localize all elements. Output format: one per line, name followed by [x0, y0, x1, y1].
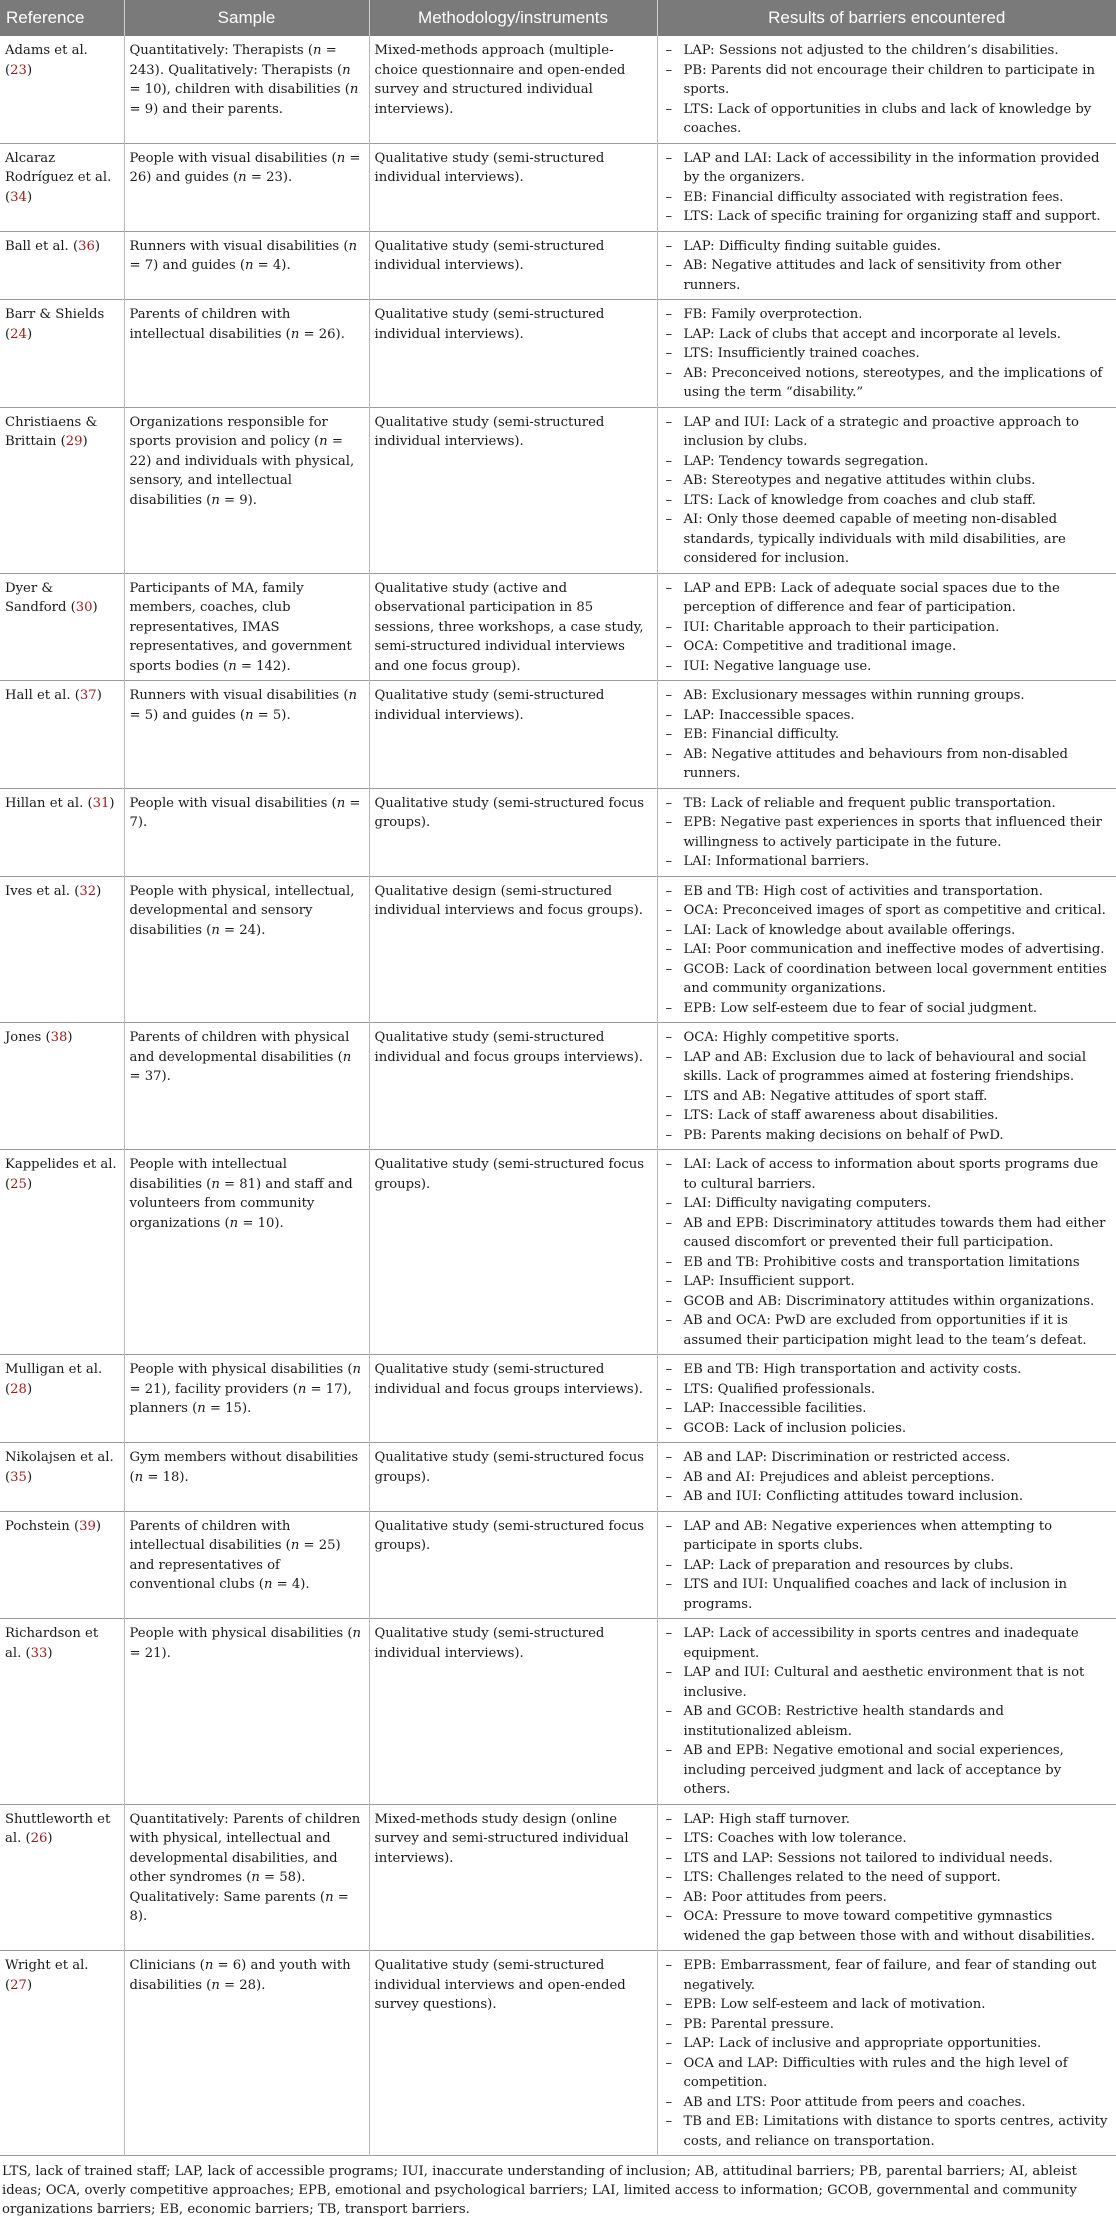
citation-link[interactable]: 37 — [79, 688, 97, 703]
result-item: – LTS: Lack of staff awareness about disabilities. — [663, 1106, 1112, 1126]
result-item: – LAP and EPB: Lack of adequate social spaces due to the perception of difference and fear of participation. — [663, 579, 1112, 618]
paren: ( — [69, 1518, 80, 1534]
table-row — [0, 1150, 1116, 1355]
paren: ) — [82, 434, 88, 449]
results-list — [663, 1517, 1112, 1615]
sample-cell: Runners with visual disabilities (n = 5) and guides (n = 5). — [124, 681, 369, 789]
methodology-cell: Qualitative study (semi-structured individual interviews). — [369, 407, 657, 573]
methodology-cell: Mixed-methods approach (multiple-choice questionnaire and open-ended survey and structured individual interviews). — [369, 36, 657, 143]
results-cell — [657, 300, 1116, 408]
citation-link[interactable]: 32 — [79, 883, 97, 899]
result-item: – LAI: Lack of access to information about sports programs due to cultural barriers. — [663, 1155, 1112, 1194]
results-cell — [657, 1355, 1116, 1443]
results-list — [663, 237, 1112, 296]
sample-cell: People with visual disabilities (n = 7). — [124, 788, 369, 876]
paren: ) — [26, 62, 33, 78]
result-item: – LAP: Lack of accessibility in sports centres and inadequate equipment. — [663, 1624, 1112, 1663]
result-item: – PB: Parental pressure. — [663, 2015, 1112, 2035]
result-item: – LAI: Difficulty navigating computers. — [663, 1194, 1112, 1214]
results-list — [663, 1155, 1112, 1350]
table-row — [0, 1619, 1116, 1805]
reference-cell — [0, 788, 124, 876]
result-item: – EB and TB: Prohibitive costs and transportation limitations — [663, 1253, 1112, 1273]
reference-cell — [0, 1951, 124, 2156]
paren: ( — [68, 238, 79, 254]
result-item: – LAP: Inaccessible spaces. — [663, 706, 1112, 726]
results-cell — [657, 1951, 1116, 2156]
result-item: – LAP and AB: Negative experiences when attempting to participate in sports clubs. — [663, 1517, 1112, 1556]
result-item: – EB and TB: High cost of activities and transportation. — [663, 882, 1112, 902]
reference-cell — [0, 1150, 124, 1355]
paren: ) — [26, 1176, 33, 1192]
sample-cell: Clinicians (n = 6) and youth with disabilities (n = 28). — [124, 1951, 369, 2156]
result-item: – LAP and AB: Exclusion due to lack of behavioural and social skills. Lack of programmes aimed at fostering friendships. — [663, 1048, 1112, 1087]
results-list — [663, 579, 1112, 677]
reference-name: Wright et al. — [5, 1958, 89, 1973]
reference-name: Ives et al. — [5, 883, 70, 899]
result-item: – OCA: Pressure to move toward competitive gymnastics widened the gap between those with and without disabilities. — [663, 1907, 1112, 1946]
results-cell — [657, 1150, 1116, 1355]
result-item: – IUI: Negative language use. — [663, 657, 1112, 677]
results-cell — [657, 1511, 1116, 1619]
citation-link[interactable]: 30 — [75, 600, 93, 615]
result-item: – EPB: Low self-esteem and lack of motivation. — [663, 1995, 1112, 2015]
results-list — [663, 413, 1112, 569]
citation-link[interactable]: 25 — [10, 1176, 27, 1192]
results-cell — [657, 1804, 1116, 1951]
methodology-cell: Mixed-methods study design (online survey and semi-structured individual interviews). — [369, 1804, 657, 1951]
result-item: – AB: Poor attitudes from peers. — [663, 1888, 1112, 1908]
citation-link[interactable]: 38 — [50, 1030, 68, 1045]
result-item: – LAP: Lack of clubs that accept and incorporate al levels. — [663, 325, 1112, 345]
result-item: – LTS: Lack of knowledge from coaches and club staff. — [663, 491, 1112, 511]
reference-cell — [0, 1443, 124, 1512]
result-item: – LAP and LAI: Lack of accessibility in the information provided by the organizers. — [663, 149, 1112, 188]
paren: ( — [5, 326, 11, 342]
reference-name: Dyer & Sandford — [5, 580, 67, 615]
result-item: – PB: Parents making decisions on behalf of PwD. — [663, 1126, 1112, 1146]
table-row — [0, 681, 1116, 789]
result-item: – EB and TB: High transportation and activity costs. — [663, 1360, 1112, 1380]
paren: ( — [21, 1831, 31, 1846]
methodology-cell: Qualitative design (semi-structured individual interviews and focus groups). — [369, 876, 657, 1023]
result-item: – TB and EB: Limitations with distance to sports centres, activity costs, and reliance on transportation. — [663, 2112, 1112, 2151]
paren: ( — [5, 1469, 11, 1485]
paren: ) — [26, 326, 33, 342]
methodology-cell: Qualitative study (semi-structured focus groups). — [369, 1511, 657, 1619]
result-item: – GCOB and AB: Discriminatory attitudes within organizations. — [663, 1292, 1112, 1312]
paren: ) — [92, 600, 98, 615]
reference-name: Adams et al. — [5, 43, 88, 58]
reference-name: Nikolajsen et al. — [5, 1450, 114, 1465]
result-item: – AB and AI: Prejudices and ableist perceptions. — [663, 1468, 1112, 1488]
reference-cell — [0, 1619, 124, 1805]
sample-cell: Parents of children with intellectual disabilities (n = 25) and representatives of conventional clubs (n = 4). — [124, 1511, 369, 1619]
result-item: – AB: Stereotypes and negative attitudes within clubs. — [663, 471, 1112, 491]
table-row — [0, 876, 1116, 1023]
paren: ) — [26, 1381, 33, 1397]
results-cell — [657, 573, 1116, 681]
table-header-row — [0, 0, 1116, 36]
citation-link[interactable]: 23 — [10, 62, 27, 78]
table-row — [0, 143, 1116, 231]
table-body — [0, 36, 1116, 2156]
result-item: – AB: Negative attitudes and lack of sensitivity from other runners. — [663, 256, 1112, 295]
results-cell — [657, 1443, 1116, 1512]
reference-cell — [0, 231, 124, 300]
result-item: – LAP: Sessions not adjusted to the children’s disabilities. — [663, 41, 1112, 61]
result-item: – LTS and LAP: Sessions not tailored to individual needs. — [663, 1849, 1112, 1869]
table-row — [0, 1023, 1116, 1150]
citation-link[interactable]: 39 — [79, 1518, 96, 1534]
table-row — [0, 1355, 1116, 1443]
citation-link[interactable]: 34 — [10, 189, 27, 205]
results-cell — [657, 788, 1116, 876]
paren: ) — [96, 688, 102, 703]
paren: ) — [94, 238, 101, 254]
result-item: – AB and LAP: Discrimination or restricted access. — [663, 1448, 1112, 1468]
citation-link[interactable]: 35 — [10, 1469, 27, 1485]
result-item: – LAP and IUI: Lack of a strategic and proactive approach to inclusion by clubs. — [663, 413, 1112, 452]
results-cell — [657, 143, 1116, 231]
reference-name: Kappelides et al. — [5, 1157, 117, 1172]
result-item: – FB: Family overprotection. — [663, 305, 1112, 325]
result-item: – AB: Negative attitudes and behaviours from non-disabled runners. — [663, 745, 1112, 784]
results-list — [663, 882, 1112, 1019]
result-item: – LTS: Insufficiently trained coaches. — [663, 344, 1112, 364]
result-item: – LTS and IUI: Unqualified coaches and lack of inclusion in programs. — [663, 1575, 1112, 1614]
result-item: – LAI: Informational barriers. — [663, 852, 1112, 872]
result-item: – LTS: Challenges related to the need of support. — [663, 1868, 1112, 1888]
paren: ( — [83, 795, 93, 811]
paren: ) — [96, 883, 102, 899]
paren: ( — [5, 1977, 11, 1993]
methodology-cell: Qualitative study (active and observational participation in 85 sessions, three workshops, a case study, semi-structured individual interviews and one focus group). — [369, 573, 657, 681]
sample-cell: People with visual disabilities (n = 26) and guides (n = 23). — [124, 143, 369, 231]
result-item: – LAP: Lack of inclusive and appropriate opportunities. — [663, 2034, 1112, 2054]
table-footnote: LTS, lack of trained staff; LAP, lack of accessible programs; IUI, inaccurate understanding of inclusion; AB, attitudinal barriers; PB, parental barriers; AI, ableist ideas; OCA, overly competitive approaches; EPB, emotional and psychological barriers; LAI, limited access to information; GCOB, governmental and community organizations barriers; EB, economic barriers; TB, transport barriers. — [2, 2164, 1077, 2217]
paren: ) — [109, 795, 115, 811]
result-item: – LAP: Insufficient support. — [663, 1272, 1112, 1292]
methodology-cell: Qualitative study (semi-structured individual and focus groups interviews). — [369, 1355, 657, 1443]
result-item: – EPB: Negative past experiences in sports that influenced their willingness to actively participate in the future. — [663, 813, 1112, 852]
paren: ( — [5, 62, 11, 78]
citation-link[interactable]: 31 — [92, 795, 110, 811]
result-item: – GCOB: Lack of inclusion policies. — [663, 1419, 1112, 1439]
paren: ( — [21, 1645, 31, 1661]
table-row — [0, 788, 1116, 876]
results-list — [663, 305, 1112, 403]
reference-name: Ball et al. — [5, 238, 69, 254]
reference-cell — [0, 1355, 124, 1443]
reference-name: Hillan et al. — [5, 795, 84, 811]
result-item: – LAI: Lack of knowledge about available offerings. — [663, 921, 1112, 941]
reference-name: Christiaens & Brittain — [5, 414, 98, 449]
paren: ( — [70, 883, 80, 899]
sample-cell: People with physical, intellectual, developmental and sensory disabilities (n = 24). — [124, 876, 369, 1023]
result-item: – AB and EPB: Negative emotional and social experiences, including perceived judgment and lack of acceptance by others. — [663, 1741, 1112, 1800]
reference-cell — [0, 36, 124, 143]
result-item: – LAP: High staff turnover. — [663, 1810, 1112, 1830]
methodology-cell: Qualitative study (semi-structured individual interviews). — [369, 231, 657, 300]
result-item: – AB and IUI: Conflicting attitudes toward inclusion. — [663, 1487, 1112, 1507]
paren: ) — [47, 1831, 53, 1846]
methodology-cell: Qualitative study (semi-structured individual interviews). — [369, 681, 657, 789]
citation-link[interactable]: 29 — [65, 434, 83, 449]
table-row — [0, 1804, 1116, 1951]
result-item: – OCA: Preconceived images of sport as competitive and critical. — [663, 901, 1112, 921]
results-cell — [657, 407, 1116, 573]
paren: ) — [26, 1469, 33, 1485]
table-row — [0, 1511, 1116, 1619]
results-cell — [657, 681, 1116, 789]
header-sample: Sample — [124, 0, 369, 36]
reference-cell — [0, 1511, 124, 1619]
paren: ( — [5, 1176, 11, 1192]
sample-cell: Organizations responsible for sports provision and policy (n = 22) and individuals with physical, sensory, and intellectual disabilities (n = 9). — [124, 407, 369, 573]
result-item: – LAP and IUI: Cultural and aesthetic environment that is not inclusive. — [663, 1663, 1112, 1702]
paren: ) — [26, 1977, 33, 1993]
sample-cell: Gym members without disabilities (n = 18). — [124, 1443, 369, 1512]
paren: ( — [66, 600, 76, 615]
results-cell — [657, 876, 1116, 1023]
results-cell — [657, 36, 1116, 143]
methodology-cell: Qualitative study (semi-structured individual interviews). — [369, 143, 657, 231]
sample-cell: Parents of children with intellectual disabilities (n = 26). — [124, 300, 369, 408]
results-list — [663, 1028, 1112, 1145]
sample-cell: People with intellectual disabilities (n = 81) and staff and volunteers from community organizations (n = 10). — [124, 1150, 369, 1355]
results-list — [663, 1810, 1112, 1947]
result-item: – AB and LTS: Poor attitude from peers and coaches. — [663, 2093, 1112, 2113]
sample-cell: Parents of children with physical and developmental disabilities (n = 37). — [124, 1023, 369, 1150]
result-item: – LAP: Inaccessible facilities. — [663, 1399, 1112, 1419]
results-list — [663, 1360, 1112, 1438]
citation-link[interactable]: 28 — [10, 1381, 27, 1397]
reference-cell — [0, 1023, 124, 1150]
result-item: – AB and EPB: Discriminatory attitudes towards them had either caused discomfort or prevented their full participation. — [663, 1214, 1112, 1253]
result-item: – LTS: Lack of specific training for organizing staff and support. — [663, 207, 1112, 227]
result-item: – OCA and LAP: Difficulties with rules and the high level of competition. — [663, 2054, 1112, 2093]
paren: ) — [47, 1645, 53, 1661]
table-row — [0, 1443, 1116, 1512]
result-item: – AB: Preconceived notions, stereotypes, and the implications of using the term “disability.” — [663, 364, 1112, 403]
results-cell — [657, 1023, 1116, 1150]
reference-cell — [0, 407, 124, 573]
header-reference: Reference — [0, 0, 124, 36]
results-list — [663, 794, 1112, 872]
reference-name: Hall et al. — [5, 688, 71, 703]
table-row — [0, 573, 1116, 681]
paren: ( — [41, 1030, 51, 1045]
result-item: – LTS and AB: Negative attitudes of sport staff. — [663, 1087, 1112, 1107]
reference-cell — [0, 143, 124, 231]
sample-cell: Participants of MA, family members, coaches, club representatives, IMAS representatives, and government sports bodies (n = 142). — [124, 573, 369, 681]
table-row — [0, 1951, 1116, 2156]
result-item: – AB and OCA: PwD are excluded from opportunities if it is assumed their participation might lead to the team’s defeat. — [663, 1311, 1112, 1350]
results-list — [663, 41, 1112, 139]
reference-name: Richardson et al. — [5, 1626, 99, 1661]
result-item: – EB: Financial difficulty associated with registration fees. — [663, 188, 1112, 208]
result-item: – EPB: Low self-esteem due to fear of social judgment. — [663, 999, 1112, 1019]
result-item: – LTS: Coaches with low tolerance. — [663, 1829, 1112, 1849]
result-item: – EPB: Embarrassment, fear of failure, and fear of standing out negatively. — [663, 1956, 1112, 1995]
table-row — [0, 407, 1116, 573]
results-cell — [657, 1619, 1116, 1805]
header-results: Results of barriers encountered — [657, 0, 1116, 36]
reference-name: Alcaraz Rodríguez et al. — [5, 150, 112, 185]
sample-cell: Quantitatively: Parents of children with physical, intellectual and developmental disabilities, and other syndromes (n = 58). Qualitatively: Same parents (n = 8). — [124, 1804, 369, 1951]
reference-name: Pochstein — [5, 1518, 70, 1534]
results-list — [663, 149, 1112, 227]
results-list — [663, 1448, 1112, 1507]
reference-name: Shuttleworth et al. — [5, 1811, 111, 1846]
result-item: – LTS: Lack of opportunities in clubs and lack of knowledge by coaches. — [663, 100, 1112, 139]
result-item: – AB and GCOB: Restrictive health standards and institutionalized ableism. — [663, 1702, 1112, 1741]
methodology-cell: Qualitative study (semi-structured individual and focus groups interviews). — [369, 1023, 657, 1150]
results-list — [663, 1956, 1112, 2151]
citation-link[interactable]: 27 — [10, 1977, 27, 1993]
result-item: – LAP: Tendency towards segregation. — [663, 452, 1112, 472]
results-list — [663, 686, 1112, 784]
result-item: – IUI: Charitable approach to their participation. — [663, 618, 1112, 638]
reference-cell — [0, 300, 124, 408]
sample-cell: Quantitatively: Therapists (n = 243). Qualitatively: Therapists (n = 10), children with disabilities (n = 9) and their parents. — [124, 36, 369, 143]
table-row — [0, 300, 1116, 408]
paren: ( — [70, 688, 80, 703]
methodology-cell: Qualitative study (semi-structured individual interviews). — [369, 300, 657, 408]
paren: ( — [5, 1381, 11, 1397]
reference-cell — [0, 876, 124, 1023]
result-item: – GCOB: Lack of coordination between local government entities and community organizations. — [663, 960, 1112, 999]
reference-name: Mulligan et al. — [5, 1362, 103, 1377]
result-item: – LTS: Qualified professionals. — [663, 1380, 1112, 1400]
result-item: – AB: Exclusionary messages within running groups. — [663, 686, 1112, 706]
results-cell — [657, 231, 1116, 300]
results-list — [663, 1624, 1112, 1800]
result-item: – EB: Financial difficulty. — [663, 725, 1112, 745]
paren: ) — [26, 189, 33, 205]
header-methodology: Methodology/instruments — [369, 0, 657, 36]
citation-link[interactable]: 33 — [30, 1645, 48, 1661]
reference-name: Barr & Shields — [5, 307, 105, 322]
paren: ( — [5, 189, 11, 205]
methodology-cell: Qualitative study (semi-structured focus groups). — [369, 1150, 657, 1355]
result-item: – LAI: Poor communication and ineffective modes of advertising. — [663, 940, 1112, 960]
result-item: – TB: Lack of reliable and frequent public transportation. — [663, 794, 1112, 814]
result-item: – LAP: Lack of preparation and resources by clubs. — [663, 1556, 1112, 1576]
methodology-cell: Qualitative study (semi-structured focus groups). — [369, 1443, 657, 1512]
sample-cell: People with physical disabilities (n = 21), facility providers (n = 17), planners (n = 15). — [124, 1355, 369, 1443]
table-row — [0, 36, 1116, 143]
sample-cell: People with physical disabilities (n = 21). — [124, 1619, 369, 1805]
reference-cell — [0, 681, 124, 789]
paren: ) — [67, 1030, 73, 1045]
citation-link[interactable]: 26 — [30, 1831, 48, 1846]
citation-link[interactable]: 24 — [10, 326, 27, 342]
reference-cell — [0, 573, 124, 681]
result-item: – OCA: Competitive and traditional image. — [663, 637, 1112, 657]
result-item: – AI: Only those deemed capable of meeting non-disabled standards, typically individuals with mild disabilities, are considered for inclusion. — [663, 510, 1112, 569]
paren: ( — [56, 434, 66, 449]
methodology-cell: Qualitative study (semi-structured individual interviews). — [369, 1619, 657, 1805]
paren: ) — [95, 1518, 102, 1534]
table-row — [0, 231, 1116, 300]
reference-name: Jones — [5, 1030, 42, 1045]
sample-cell: Runners with visual disabilities (n = 7) and guides (n = 4). — [124, 231, 369, 300]
methodology-cell: Qualitative study (semi-structured individual interviews and open-ended survey questions). — [369, 1951, 657, 2156]
result-item: – PB: Parents did not encourage their children to participate in sports. — [663, 61, 1112, 100]
result-item: – OCA: Highly competitive sports. — [663, 1028, 1112, 1048]
result-item: – LAP: Difficulty finding suitable guides. — [663, 237, 1112, 257]
citation-link[interactable]: 36 — [78, 238, 95, 254]
methodology-cell: Qualitative study (semi-structured focus groups). — [369, 788, 657, 876]
reference-cell — [0, 1804, 124, 1951]
